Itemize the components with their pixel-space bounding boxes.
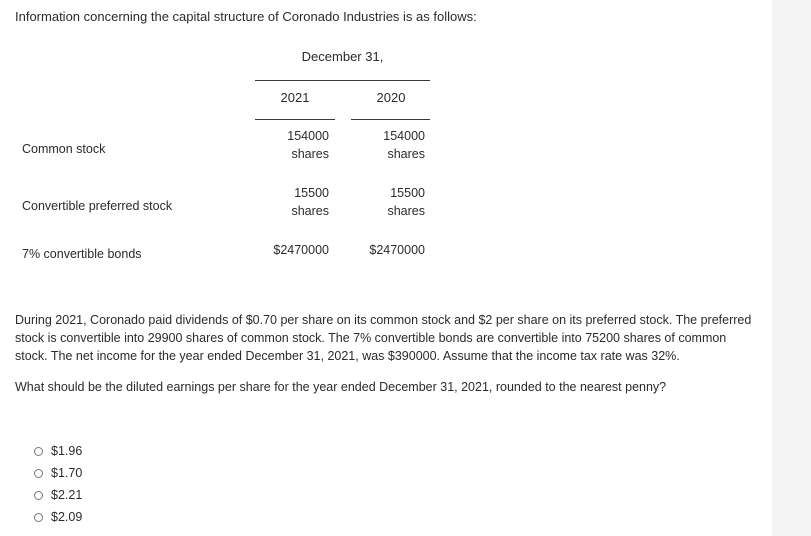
radio-button[interactable]: [34, 469, 43, 478]
year-2021-rule: [255, 119, 335, 120]
problem-paragraph: During 2021, Coronado paid dividends of $0.70 per share on its common stock and $2 per share on its preferred stock. The preferred stock is convertible into 29900 shares of common stock. The 7% convertible bonds are convertible into 75200 shares of common stock. The net income for the year ended December 31, 2021, was $390000. Assume that the income tax rate was 32%.: [15, 313, 752, 363]
radio-button[interactable]: [34, 447, 43, 456]
option-1[interactable]: [34, 440, 82, 462]
cell-common-2021: [287, 127, 329, 163]
cell-unit: shares: [291, 204, 329, 218]
option-3[interactable]: [34, 484, 82, 506]
row-label-preferred-stock: Convertible preferred stock: [22, 199, 173, 213]
answer-options: [34, 440, 82, 528]
cell-unit: shares: [387, 147, 425, 161]
option-2[interactable]: [34, 462, 82, 484]
cell-common-2020: [383, 127, 425, 163]
cell-preferred-2020: [387, 184, 425, 220]
row-label-bonds: 7% convertible bonds: [22, 247, 142, 261]
question-text: What should be the diluted earnings per share for the year ended December 31, 2021, rounded to the nearest penny?: [15, 380, 667, 394]
cell-value: 15500: [390, 186, 425, 200]
intro-text: Information concerning the capital structure of Coronado Industries is as follows:: [15, 9, 477, 24]
header-rule: [255, 80, 430, 81]
date-header: December 31,: [301, 49, 384, 64]
cell-value: $2470000: [369, 243, 425, 257]
cell-value: $2470000: [273, 243, 329, 257]
cell-unit: shares: [387, 204, 425, 218]
option-label: $1.96: [51, 444, 83, 458]
year-2021-header: 2021: [280, 90, 310, 105]
cell-preferred-2021: [291, 184, 329, 220]
page-edge-strip: [772, 0, 811, 536]
cell-value: 154000: [287, 129, 329, 143]
option-label: $1.70: [51, 466, 83, 480]
option-4[interactable]: [34, 506, 82, 528]
row-label-common-stock: Common stock: [22, 142, 106, 156]
option-label: $2.21: [51, 488, 83, 502]
cell-unit: shares: [291, 147, 329, 161]
radio-button[interactable]: [34, 491, 43, 500]
cell-value: 154000: [383, 129, 425, 143]
cell-bonds-2020: [369, 241, 425, 259]
option-label: $2.09: [51, 510, 83, 524]
cell-value: 15500: [294, 186, 329, 200]
year-2020-header: 2020: [376, 90, 406, 105]
cell-bonds-2021: [273, 241, 329, 259]
year-2020-rule: [351, 119, 430, 120]
radio-button[interactable]: [34, 513, 43, 522]
